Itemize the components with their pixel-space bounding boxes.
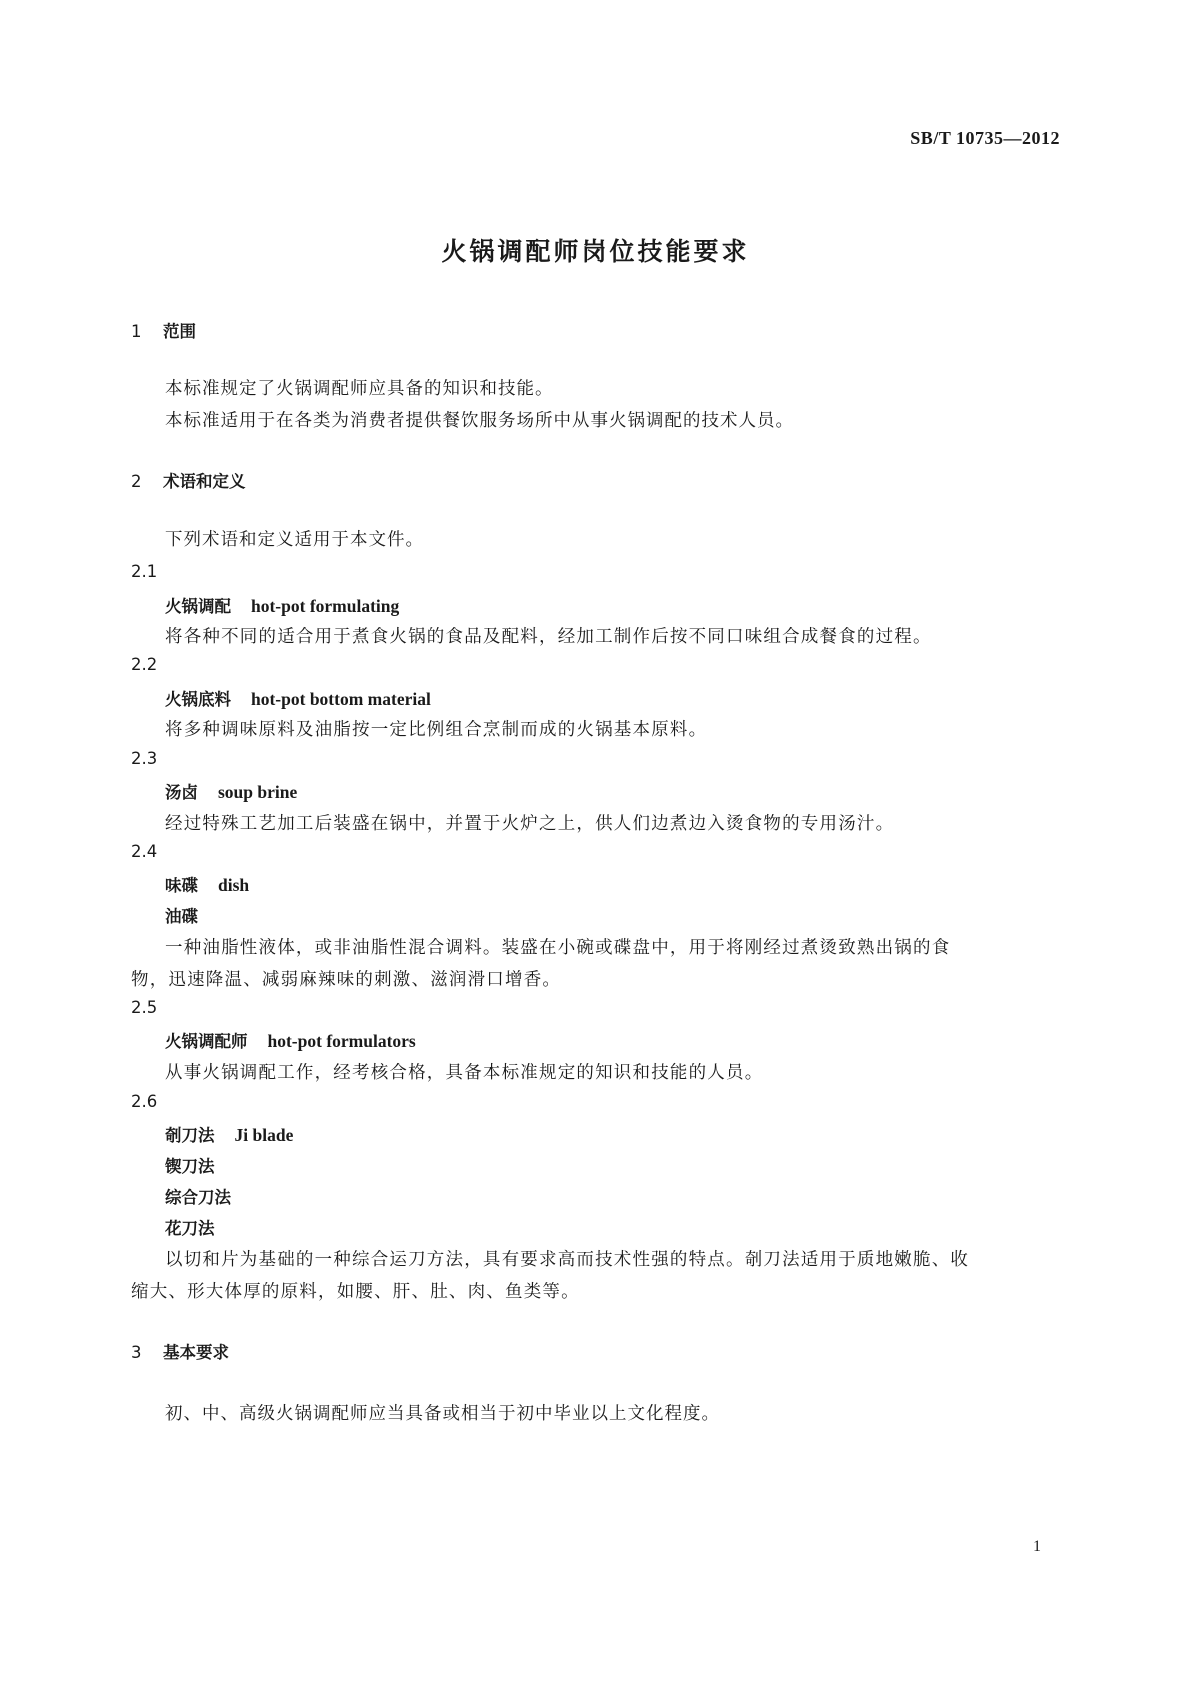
term-alt: 油碟 xyxy=(165,907,198,926)
term-en: hot-pot bottom material xyxy=(251,689,431,709)
term-number: 2.4 xyxy=(131,842,158,861)
section-title: 范围 xyxy=(163,322,196,341)
term-heading xyxy=(165,779,297,803)
term-zh: 火锅底料 xyxy=(165,690,231,709)
term-definition: 从事火锅调配工作，经考核合格，具备本标准规定的知识和技能的人员。 xyxy=(165,1063,764,1083)
term-en: hot-pot formulating xyxy=(251,596,400,616)
term-en: dish xyxy=(218,875,250,895)
terms-intro: 下列术语和定义适用于本文件。 xyxy=(165,530,424,550)
term-heading xyxy=(165,1028,416,1052)
section-heading-scope xyxy=(131,318,196,342)
term-definition-cont: 缩大、形大体厚的原料，如腰、肝、肚、肉、鱼类等。 xyxy=(131,1282,580,1302)
term-heading xyxy=(165,593,399,617)
scope-paragraph-2: 本标准适用于在各类为消费者提供餐饮服务场所中从事火锅调配的技术人员。 xyxy=(165,411,794,431)
term-heading xyxy=(165,1122,293,1146)
term-definition: 将多种调味原料及油脂按一定比例组合烹制而成的火锅基本原料。 xyxy=(165,720,708,740)
document-title: 火锅调配师岗位技能要求 xyxy=(441,237,750,266)
term-definition-cont: 物，迅速降温、减弱麻辣味的刺激、滋润滑口增香。 xyxy=(131,970,562,990)
term-zh: 味碟 xyxy=(165,876,198,895)
page-number: 1 xyxy=(1033,1538,1041,1555)
term-number: 2.1 xyxy=(131,562,158,581)
term-alt: 锲刀法 xyxy=(165,1157,215,1176)
term-number: 2.2 xyxy=(131,655,158,674)
term-zh: 火锅调配师 xyxy=(165,1032,248,1051)
term-heading xyxy=(165,686,431,710)
scope-paragraph-1: 本标准规定了火锅调配师应具备的知识和技能。 xyxy=(165,379,554,399)
section-number: 2 xyxy=(131,472,142,491)
section-title: 基本要求 xyxy=(163,1343,229,1362)
section-heading-terms xyxy=(131,468,246,492)
section-title: 术语和定义 xyxy=(163,472,246,491)
term-number: 2.5 xyxy=(131,998,158,1017)
term-heading xyxy=(165,872,249,896)
term-definition: 将各种不同的适合用于煮食火锅的食品及配料，经加工制作后按不同口味组合成餐食的过程。 xyxy=(165,627,932,647)
term-number: 2.3 xyxy=(131,749,158,768)
basic-requirements-text: 初、中、高级火锅调配师应当具备或相当于初中毕业以上文化程度。 xyxy=(165,1404,720,1424)
term-alt: 花刀法 xyxy=(165,1219,215,1238)
term-definition: 以切和片为基础的一种综合运刀方法，具有要求高而技术性强的特点。剞刀法适用于质地嫩脆、收 xyxy=(165,1250,970,1270)
term-number: 2.6 xyxy=(131,1092,158,1111)
standard-code: SB/T 10735—2012 xyxy=(910,128,1060,148)
section-number: 3 xyxy=(131,1343,142,1362)
term-definition: 一种油脂性液体，或非油脂性混合调料。装盛在小碗或碟盘中，用于将刚经过煮烫致熟出锅的食 xyxy=(165,938,951,958)
term-definition: 经过特殊工艺加工后装盛在锅中，并置于火炉之上，供人们边煮边入烫食物的专用汤汁。 xyxy=(165,814,895,834)
section-number: 1 xyxy=(131,322,142,341)
term-en: Ji blade xyxy=(234,1125,294,1145)
term-zh: 剞刀法 xyxy=(165,1126,215,1145)
term-zh: 汤卤 xyxy=(165,783,198,802)
term-alt: 综合刀法 xyxy=(165,1188,231,1207)
term-en: hot-pot formulators xyxy=(267,1031,416,1051)
section-heading-basic xyxy=(131,1339,229,1363)
term-zh: 火锅调配 xyxy=(165,597,231,616)
term-en: soup brine xyxy=(218,782,298,802)
